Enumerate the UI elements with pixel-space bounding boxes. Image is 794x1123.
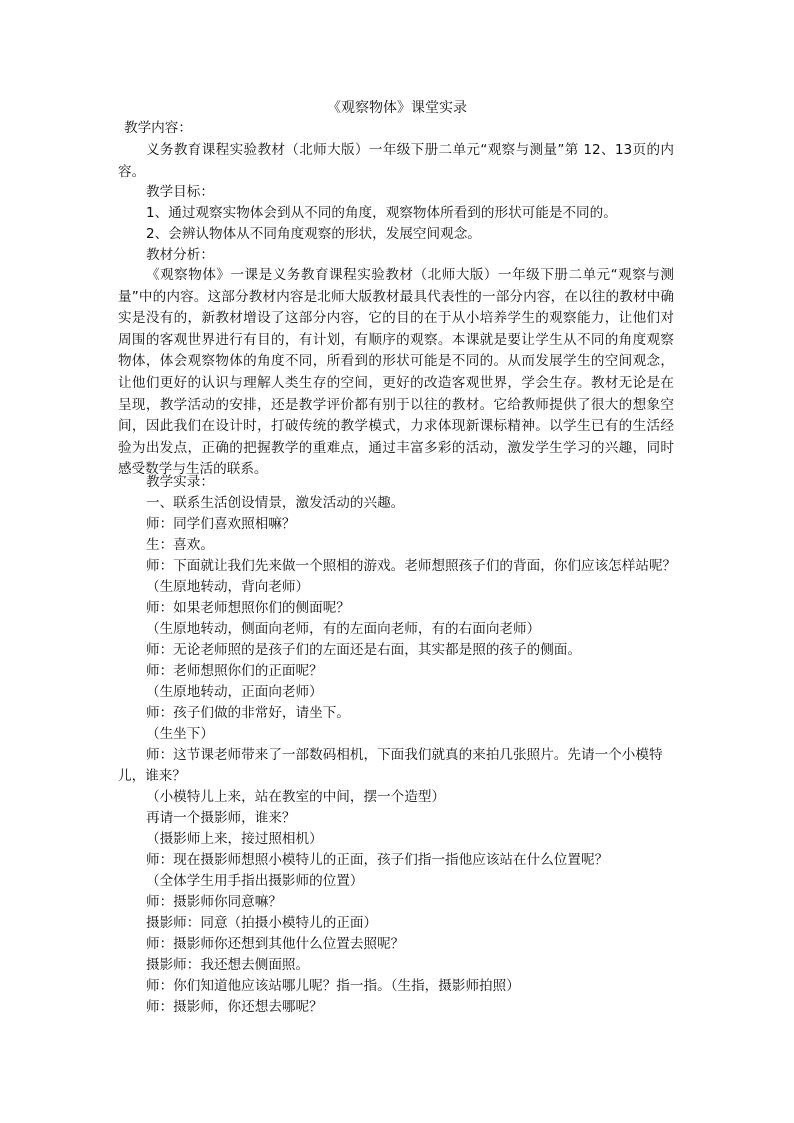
record-line: 师：同学们喜欢照相嘛？ <box>146 516 296 532</box>
record-line: 一、联系生活创设情景，激发活动的兴趣。 <box>146 495 405 511</box>
record-line: 师：下面就让我们先来做一个照相的游戏。老师想照孩子们的背面，你们应该怎样站呢？ <box>146 558 677 574</box>
content-paragraph-text: 义务教育课程实验教材（北师大版）一年级下册二单元“观察与测量”第 12、13页的内容。 <box>118 142 674 180</box>
record-line: （生原地转动，背向老师） <box>146 579 310 595</box>
goal-item-1: 1、通过观察实物体会到从不同的角度，观察物体所看到的形状可能是不同的。 <box>146 205 617 221</box>
content-heading: 教学内容： <box>124 120 192 136</box>
record-line: 师：摄影师，你还想去哪呢？ <box>146 999 323 1015</box>
record-line: 师：老师想照你们的正面呢？ <box>146 663 323 679</box>
record-line: 师：摄影师你还想到其他什么位置去照呢？ <box>146 936 405 952</box>
record-line: （小模特儿上来，站在教室的中间，摆一个造型） <box>146 789 446 805</box>
record-line: （生坐下） <box>146 726 214 742</box>
document-title: 《观察物体》课堂实录 <box>327 100 467 116</box>
record-line: 再请一个摄影师，谁来？ <box>146 810 296 826</box>
goals-heading: 教学目标： <box>146 184 214 200</box>
record-line: 师：孩子们做的非常好，请坐下。 <box>146 705 350 721</box>
record-line: （全体学生用手指出摄影师的位置） <box>146 873 364 889</box>
content-paragraph <box>118 140 674 183</box>
record-line: （摄影师上来，接过照相机） <box>146 831 323 847</box>
record-line: 儿，谁来？ <box>118 768 186 784</box>
analysis-paragraph <box>118 265 674 481</box>
analysis-heading: 教材分析： <box>146 247 214 263</box>
goal-item-2: 2、会辨认物体从不同角度观察的形状，发展空间观念。 <box>146 226 481 242</box>
record-line: （生原地转动，侧面向老师，有的左面向老师，有的右面向老师） <box>146 621 541 637</box>
record-line: 师：这节课老师带来了一部数码相机，下面我们就真的来拍几张照片。先请一个小模特 <box>146 747 663 763</box>
record-line: 师：你们知道他应该站哪儿呢？指一指。（生指，摄影师拍照） <box>146 978 520 994</box>
record-line: 师：现在摄影师想照小模特儿的正面，孩子们指一指他应该站在什么位置呢？ <box>146 852 609 868</box>
record-line: 师：如果老师想照你们的侧面呢？ <box>146 600 350 616</box>
analysis-paragraph-text: 《观察物体》一课是义务教育课程实验教材（北师大版）一年级下册二单元“观察与测量”中的内容。这部分教材内容是北师大版教材最具代表性的一部分内容，在以往的教材中确实是没有的，新教材增设了这部分内容，它的目的在于从小培养学生的观察能力，让他们对周围的客观世界进行有目的，有计划，有顺序的观察。本课就是要让学生从不同的角度观察物体，体会观察物体的角度不同，所看到的形状可能是不同的。从而发展学生的空间观念，让他们更好的认识与理解人类生存的空间，更好的改造客观世界，学会生存。教材无论是在呈现，教学活动的安排，还是教学评价都有别于以往的教材。它给教师提供了很大的想象空间，因此我们在设计时，打破传统的教学模式，力求体现新课标精神。以学生已有的生活经验为出发点，正确的把握教学的重难点，通过丰富多彩的活动，激发学生学习的兴趣，同时感受数学与生活的联系。 <box>118 267 674 478</box>
record-line: 生：喜欢。 <box>146 537 214 553</box>
record-line: 摄影师：同意（拍摄小模特儿的正面） <box>146 915 378 931</box>
record-line: 摄影师：我还想去侧面照。 <box>146 957 310 973</box>
record-line: （生原地转动，正面向老师） <box>146 684 323 700</box>
record-line: 师：摄影师你同意嘛？ <box>146 894 282 910</box>
record-line: 师：无论老师照的是孩子们的左面还是右面，其实都是照的孩子的侧面。 <box>146 642 581 658</box>
record-heading: 教学实录： <box>146 474 214 490</box>
